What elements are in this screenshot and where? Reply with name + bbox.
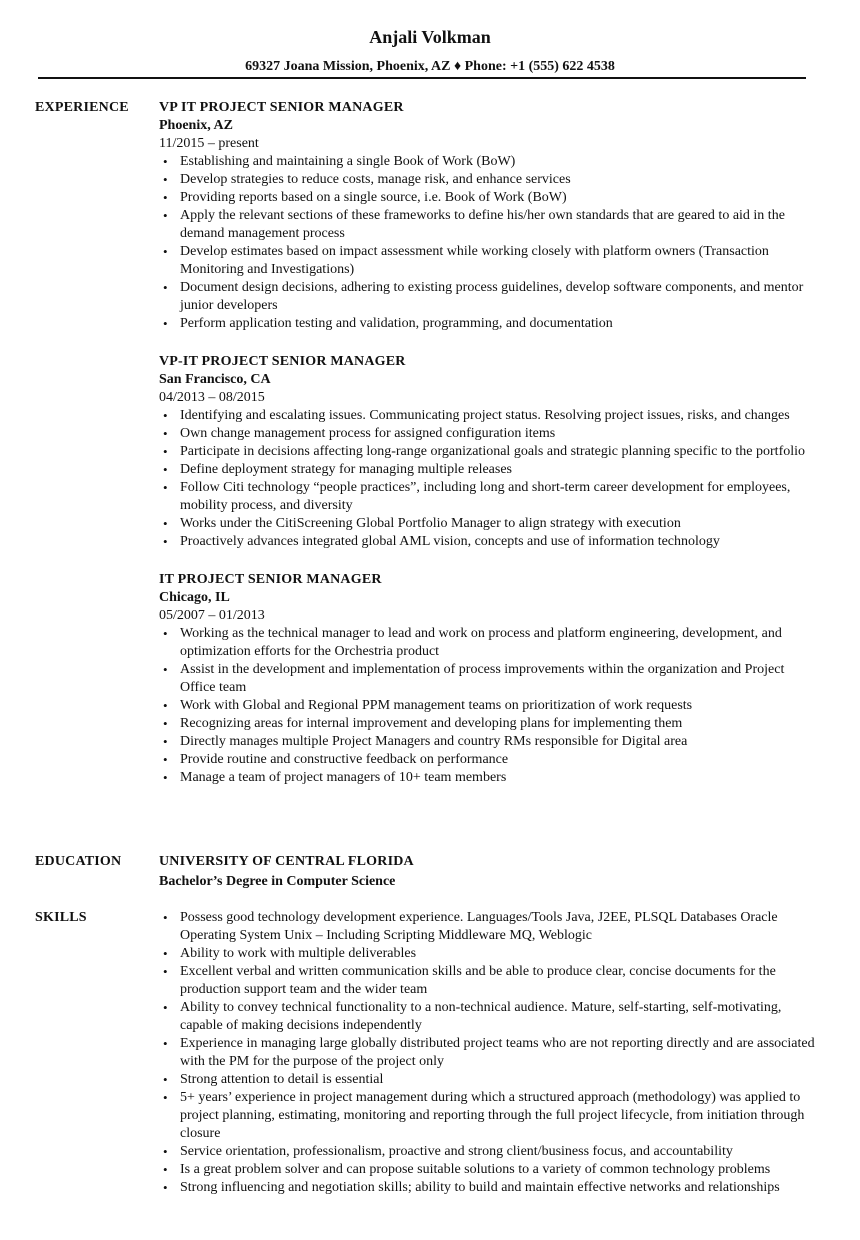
bullet-icon: • — [163, 280, 168, 295]
job-title: IT PROJECT SENIOR MANAGER — [159, 572, 382, 587]
list-item: • Is a great problem solver and can propose suitable solutions to a variety of common technology problems — [163, 1162, 771, 1177]
bullet-icon: • — [163, 462, 168, 477]
job-dates: 05/2007 – 01/2013 — [159, 608, 265, 623]
list-item: • Provide routine and constructive feedback on performance — [163, 752, 509, 767]
list-item: • Define deployment strategy for managing multiple releases — [163, 462, 513, 477]
bullet-icon: • — [163, 172, 168, 187]
list-item: • Ability to work with multiple deliverables — [163, 946, 417, 961]
job-entry — [159, 353, 819, 551]
list-item: • Possess good technology development experience. Languages/Tools Java, J2EE, PLSQL Databases Oracle Operating System Unix – Including Scripting Middleware MQ, Weblogic — [163, 910, 778, 943]
list-item: • Perform application testing and validation, programming, and documentation — [163, 316, 613, 331]
bullet-icon: • — [163, 154, 168, 169]
list-item: • Providing reports based on a single source, i.e. Book of Work (BoW) — [163, 190, 567, 205]
bullet-icon: • — [163, 426, 168, 441]
skills-bullets — [159, 909, 819, 1197]
candidate-name: Anjali Volkman — [369, 27, 491, 47]
bullet-icon: • — [163, 662, 168, 677]
contact-line: 69327 Joana Mission, Phoenix, AZ ♦ Phone: +1 (555) 622 4538 — [245, 59, 615, 74]
job-location: Phoenix, AZ — [159, 118, 233, 133]
list-item: • Apply the relevant sections of these frameworks to define his/her own standards that are geared to aid in the demand management process — [163, 208, 785, 241]
education-body — [159, 853, 819, 891]
list-item: • Identifying and escalating issues. Communicating project status. Resolving project issues, risks, and changes — [163, 408, 790, 423]
bullet-icon: • — [163, 1036, 168, 1051]
job-bullets — [159, 407, 819, 551]
job-bullets — [159, 153, 819, 333]
bullet-icon: • — [163, 734, 168, 749]
list-item: • Working as the technical manager to lead and work on process and platform engineering, development, and optimization efforts for the Orchestria product — [163, 626, 782, 659]
degree: Bachelor’s Degree in Computer Science — [159, 874, 396, 889]
bullet-icon: • — [163, 752, 168, 767]
list-item: • Assist in the development and implementation of process improvements within the organization and Project Office team — [163, 662, 785, 695]
job-location: Chicago, IL — [159, 590, 230, 605]
header-divider — [38, 77, 806, 79]
list-item: • Participate in decisions affecting long-range organizational goals and strategic planning specific to the portfolio — [163, 444, 806, 459]
experience-body — [159, 99, 819, 807]
list-item: • Works under the CitiScreening Global Portfolio Manager to align strategy with execution — [163, 516, 681, 531]
section-label-experience: EXPERIENCE — [35, 100, 129, 115]
bullet-icon: • — [163, 208, 168, 223]
list-item: • Strong attention to detail is essential — [163, 1072, 384, 1087]
bullet-icon: • — [163, 190, 168, 205]
job-dates: 04/2013 – 08/2015 — [159, 390, 265, 405]
list-item: • Establishing and maintaining a single Book of Work (BoW) — [163, 154, 516, 169]
list-item: • Own change management process for assigned configuration items — [163, 426, 556, 441]
section-label-education: EDUCATION — [35, 854, 122, 869]
list-item: • Strong influencing and negotiation skills; ability to build and maintain effective networks and relationships — [163, 1180, 780, 1195]
bullet-icon: • — [163, 408, 168, 423]
bullet-icon: • — [163, 1000, 168, 1015]
bullet-icon: • — [163, 1162, 168, 1177]
list-item: • Ability to convey technical functionality to a non-technical audience. Mature, self-starting, self-motivating, capable of making decisions independently — [163, 1000, 782, 1033]
bullet-icon: • — [163, 1144, 168, 1159]
bullet-icon: • — [163, 480, 168, 495]
bullet-icon: • — [163, 770, 168, 785]
bullet-icon: • — [163, 244, 168, 259]
section-label-skills: SKILLS — [35, 910, 87, 925]
job-bullets — [159, 625, 819, 787]
bullet-icon: • — [163, 1072, 168, 1087]
skills-body — [159, 909, 819, 1197]
school-name: UNIVERSITY OF CENTRAL FLORIDA — [159, 854, 414, 869]
list-item: • Develop estimates based on impact assessment while working closely with platform owners (Transaction Monitoring and Investigations) — [163, 244, 769, 277]
bullet-icon: • — [163, 1090, 168, 1105]
list-item: • 5+ years’ experience in project management during which a structured approach (methodology) was applied to project planning, estimating, monitoring and reporting through the full project lifecycle, from initiation through closure — [163, 1090, 805, 1141]
bullet-icon: • — [163, 626, 168, 641]
job-entry — [159, 571, 819, 787]
bullet-icon: • — [163, 316, 168, 331]
list-item: • Proactively advances integrated global AML vision, concepts and use of information technology — [163, 534, 720, 549]
list-item: • Document design decisions, adhering to existing process guidelines, develop software components, and mentor junior developers — [163, 280, 804, 313]
job-location: San Francisco, CA — [159, 372, 271, 387]
list-item: • Recognizing areas for internal improvement and developing plans for implementing them — [163, 716, 683, 731]
bullet-icon: • — [163, 516, 168, 531]
list-item: • Manage a team of project managers of 10+ team members — [163, 770, 507, 785]
list-item: • Service orientation, professionalism, proactive and strong client/business focus, and accountability — [163, 1144, 733, 1159]
list-item: • Work with Global and Regional PPM management teams on prioritization of work requests — [163, 698, 693, 713]
list-item: • Directly manages multiple Project Managers and country RMs responsible for Digital area — [163, 734, 688, 749]
bullet-icon: • — [163, 964, 168, 979]
bullet-icon: • — [163, 444, 168, 459]
job-title: VP IT PROJECT SENIOR MANAGER — [159, 100, 404, 115]
bullet-icon: • — [163, 534, 168, 549]
job-entry — [159, 99, 819, 333]
bullet-icon: • — [163, 698, 168, 713]
bullet-icon: • — [163, 910, 168, 925]
list-item: • Develop strategies to reduce costs, manage risk, and enhance services — [163, 172, 571, 187]
list-item: • Experience in managing large globally distributed project teams who are not reporting directly and are associated with the PM for the purpose of the project only — [163, 1036, 815, 1069]
job-dates: 11/2015 – present — [159, 136, 259, 151]
job-title: VP-IT PROJECT SENIOR MANAGER — [159, 354, 406, 369]
list-item: • Follow Citi technology “people practices”, including long and short-term career development for employees, mobility process, and diversity — [163, 480, 791, 513]
bullet-icon: • — [163, 1180, 168, 1195]
bullet-icon: • — [163, 716, 168, 731]
list-item: • Excellent verbal and written communication skills and be able to produce clear, concise documents for the production support team and the wider team — [163, 964, 776, 997]
bullet-icon: • — [163, 946, 168, 961]
